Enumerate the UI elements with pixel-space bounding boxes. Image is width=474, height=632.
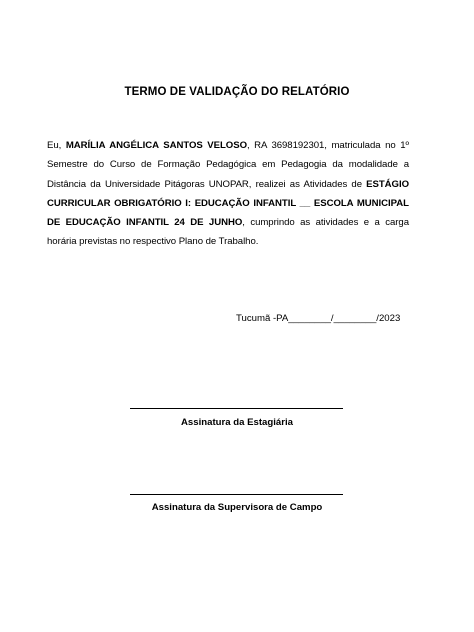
student-name: MARÍLIA ANGÉLICA SANTOS VELOSO xyxy=(65,140,247,151)
date-location-line: Tucumã -PA________/________/2023 xyxy=(236,313,401,324)
paragraph-details: , RA 3698192301, matriculada no 1º Semestre do Curso de Formação Pedagógica em Pedagogia da modalidade a Distância da Universidade Pitágoras UNOPAR, realizei as Atividades de xyxy=(47,140,409,190)
signature-label-student: Assinatura da Estagiária xyxy=(181,417,293,428)
internship-title: ESTÁGIO CURRICULAR OBRIGATÓRIO I: EDUCAÇÃO INFANTIL __ ESCOLA MUNICIPAL DE EDUCAÇÃO INFANTIL 24 DE JUNHO xyxy=(47,178,409,229)
signature-label-supervisor: Assinatura da Supervisora de Campo xyxy=(151,502,323,513)
declaration-paragraph xyxy=(47,136,409,252)
paragraph-closing: , cumprindo as atividades e a carga horária previstas no respectivo Plano de Trabalho. xyxy=(47,217,409,248)
signature-line-student xyxy=(130,408,343,409)
document-title: TERMO DE VALIDAÇÃO DO RELATÓRIO xyxy=(124,86,350,98)
paragraph-intro: Eu, xyxy=(47,140,66,151)
signature-line-supervisor xyxy=(130,494,343,495)
